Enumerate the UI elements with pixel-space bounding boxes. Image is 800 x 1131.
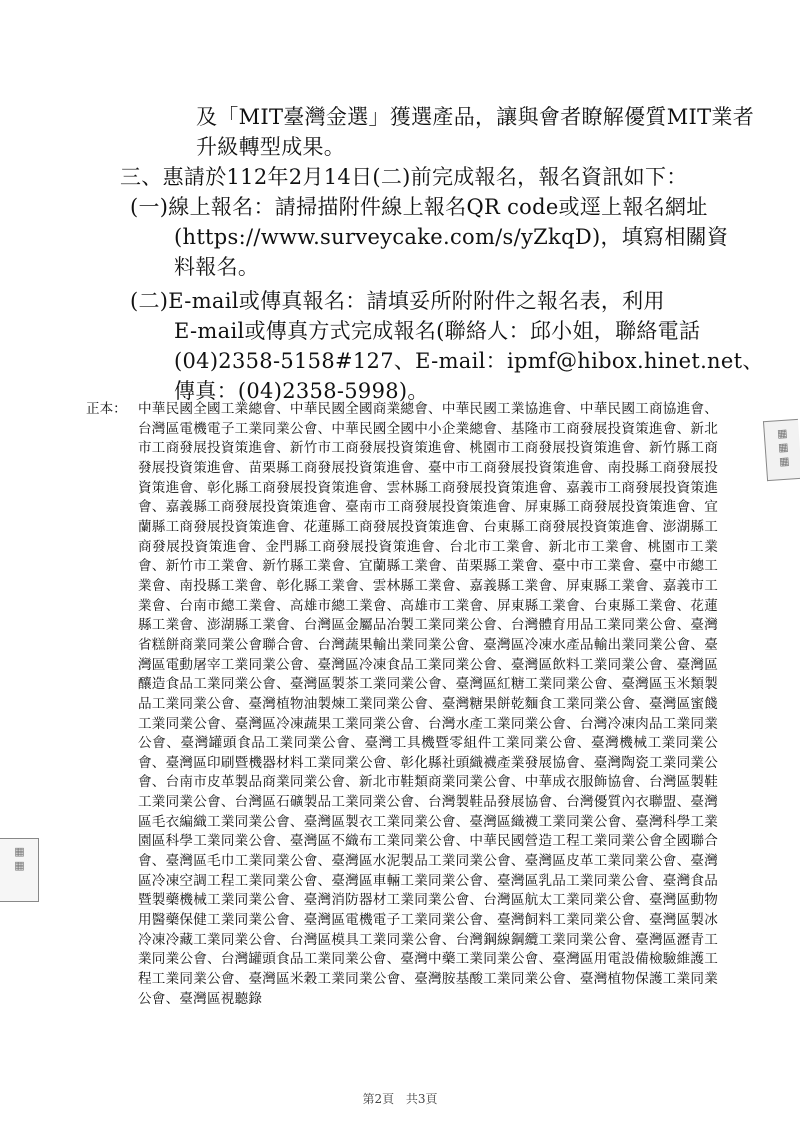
- recipients-label: 正本：: [86, 401, 127, 417]
- seal-stamp-right: ▦▦▦: [763, 419, 800, 481]
- page-number: 第2頁: [362, 1092, 395, 1106]
- seal-stamp-left: ▦▦: [0, 838, 39, 902]
- item-3-heading: 三、惠請於112年2月14日(二)前完成報名，報名資訊如下：: [120, 165, 688, 189]
- paragraph-line: 料報名。: [174, 255, 260, 279]
- paragraph-line: 及「MIT臺灣金選」獲選產品，讓與會者瞭解優質MIT業者: [196, 105, 755, 129]
- page-footer: [0, 1090, 800, 1107]
- recipients-list: 中華民國全國工業總會、中華民國全國商業總會、中華民國工業協進會、中華民國工商協進會、台灣區電機電子工業同業公會、中華民國全國中小企業總會、基隆市工商發展投資策進會、新北市工商發展投資策進會、新竹市工商發展投資策進會、桃園市工商發展投資策進會、新竹縣工商發展投資策進會、苗栗縣工商發展投資策進會、臺中市工商發展投資策進會、南投縣工商發展投資策進會、彰化縣工商發展投資策進會、雲林縣工商發展投資策進會、嘉義市工商發展投資策進會、嘉義縣工商發展投資策進會、臺南市工商發展投資策進會、屏東縣工商發展投資策進會、宜蘭縣工商發展投資策進會、花蓮縣工商發展投資策進會、台東縣工商發展投資策進會、澎湖縣工商發展投資策進會、金門縣工商發展投資策進會、台北市工業會、新北市工業會、桃園市工業會、新竹市工業會、新竹縣工業會、宜蘭縣工業會、苗栗縣工業會、臺中市工業會、臺中市總工業會、南投縣工業會、彰化縣工業會、雲林縣工業會、嘉義縣工業會、屏東縣工業會、嘉義市工業會、台南市總工業會、高雄市總工業會、高雄市工業會、屏東縣工業會、台東縣工業會、花蓮縣工業會、澎湖縣工業會、台灣區金屬品冶製工業同業公會、台灣體育用品工業同業公會、臺灣省糕餅商業同業公會聯合會、台灣蔬果輸出業同業公會、臺灣區冷凍水產品輸出業同業公會、臺灣區電動屠宰工業同業公會、臺灣區冷凍食品工業同業公會、臺灣區飲料工業同業公會、臺灣區釀造食品工業同業公會、臺灣區製茶工業同業公會、臺灣區紅糖工業同業公會、臺灣區玉米類製品工業同業公會、臺灣植物油製煉工業同業公會、臺灣糖果餅乾麵食工業同業公會、臺灣區蜜餞工業同業公會、臺灣區冷凍蔬果工業同業公會、台灣水產工業同業公會、台灣冷凍肉品工業同業公會、臺灣罐頭食品工業同業公會、臺灣工具機暨零組件工業同業公會、臺灣機械工業同業公會、臺灣區印刷暨機器材料工業同業公會、彰化縣社頭織襪產業發展協會、臺灣陶瓷工業同業公會、台南市皮革製品商業同業公會、新北市鞋類商業同業公會、中華成衣服飾協會、台灣區製鞋工業同業公會、台灣區石礦製品工業同業公會、台灣製鞋品發展協會、台灣優質內衣聯盟、臺灣區毛衣編織工業同業公會、臺灣區製衣工業同業公會、臺灣區織襪工業同業公會、臺灣科學工業園區科學工業同業公會、臺灣區不織布工業同業公會、中華民國營造工程工業同業公會全國聯合會、臺灣區毛巾工業同業公會、臺灣區水泥製品工業同業公會、臺灣區皮革工業同業公會、臺灣區冷凍空調工程工業同業公會、臺灣區車輛工業同業公會、臺灣區乳品工業同業公會、臺灣食品暨製藥機械工業同業公會、臺灣消防器材工業同業公會、台灣區航太工業同業公會、臺灣區動物用醫藥保健工業同業公會、臺灣區電機電子工業同業公會、臺灣飼料工業同業公會、臺灣區製冰冷凍冷藏工業同業公會、台灣區模具工業同業公會、台灣鋼線鋼纜工業同業公會、臺灣區瀝青工業同業公會、台灣罐頭食品工業同業公會、臺灣中藥工業同業公會、臺灣區用電設備檢驗維護工程工業同業公會、臺灣區米穀工業同業公會、臺灣胺基酸工業同業公會、臺灣植物保護工業同業公會、臺灣區視聽錄: [138, 401, 718, 1007]
- body-paragraphs: [120, 102, 764, 406]
- sub-item-email-fax-registration: (二)E-mail或傳真報名：請填妥所附附件之報名表，利用: [130, 289, 665, 313]
- paragraph-line: E-mail或傳真方式完成報名(聯絡人：邱小姐，聯絡電話: [174, 319, 701, 343]
- fax-line: 傳真：(04)2358-5998)。: [174, 379, 429, 403]
- contact-info-line: (04)2358-5158#127、E-mail：ipmf@hibox.hinet.net、: [174, 349, 764, 373]
- registration-url-line: (https://www.surveycake.com/s/yZkqD)，填寫相關資: [174, 225, 729, 249]
- sub-item-online-registration: (一)線上報名：請掃描附件線上報名QR code或逕上報名網址: [130, 195, 708, 219]
- paragraph-line: 升級轉型成果。: [196, 135, 346, 159]
- page-total: 共3頁: [405, 1092, 438, 1106]
